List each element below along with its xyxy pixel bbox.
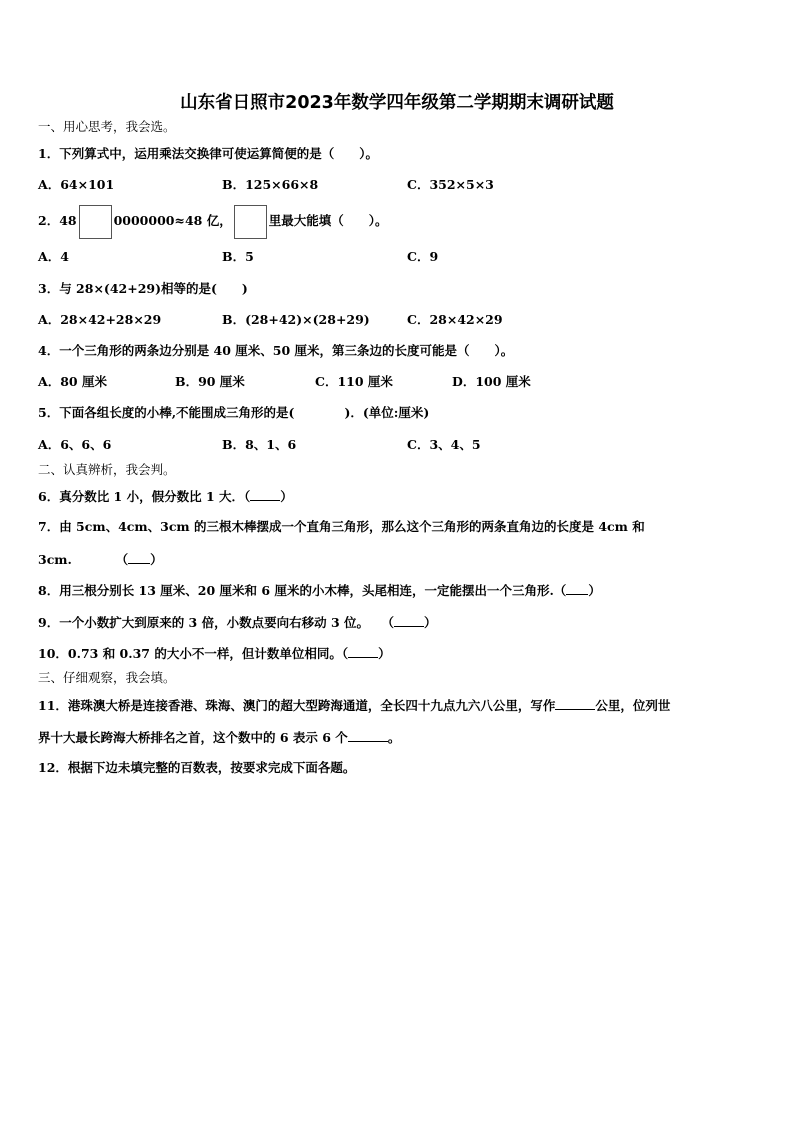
q6-paren: ） xyxy=(280,489,293,504)
q1-option-c: C．352×5×3 xyxy=(407,177,494,192)
question-4: 4．一个三角形的两条边分别是 40 厘米、50 厘米，第三条边的长度可能是（ ）。 xyxy=(38,343,514,358)
q2-text: 0000000≈48 亿， xyxy=(113,213,232,228)
q4-option-d: D．100 厘米 xyxy=(452,374,531,389)
q9-text: 9．一个小数扩大到原来的 3 倍，小数点要向右移动 3 位。 （ xyxy=(38,615,395,630)
q11-text: 界十大最长跨海大桥排名之首，这个数中的 6 表示 6 个 xyxy=(38,730,348,745)
question-11-cont xyxy=(38,729,400,746)
answer-blank[interactable] xyxy=(348,729,388,742)
q11-text: 11．港珠澳大桥是连接香港、珠海、澳门的超大型跨海通道，全长四十九点九六八公里，写作 xyxy=(38,698,556,713)
section-heading: 二、认真辨析，我会判。 xyxy=(38,462,176,477)
q7-text: 3cm. （ xyxy=(38,552,129,567)
question-2 xyxy=(38,204,387,239)
answer-box[interactable] xyxy=(234,205,267,239)
question-7-cont xyxy=(38,551,163,568)
q2-text: 2．48 xyxy=(38,213,77,228)
answer-blank[interactable] xyxy=(555,697,595,710)
q3-option-b: B．(28+42)×(28+29) xyxy=(222,312,370,327)
question-7: 7．由 5cm、4cm、3cm 的三根木棒摆成一个直角三角形，那么这个三角形的两条直角边的长度是 4cm 和 xyxy=(38,519,645,534)
question-11 xyxy=(38,697,670,714)
answer-blank[interactable] xyxy=(128,551,150,564)
question-1: 1．下列算式中，运用乘法交换律可使运算简便的是（ ）。 xyxy=(38,146,378,161)
question-12: 12．根据下边未填完整的百数表，按要求完成下面各题。 xyxy=(38,760,356,775)
question-3: 3．与 28×(42+29)相等的是( ) xyxy=(38,281,248,296)
q5-option-a: A．6、6、6 xyxy=(38,437,112,452)
q11-text: 。 xyxy=(387,730,401,745)
q2-option-a: A．4 xyxy=(38,249,69,264)
answer-blank[interactable] xyxy=(566,582,588,595)
answer-blank[interactable] xyxy=(394,614,424,627)
q1-option-b: B．125×66×8 xyxy=(222,177,319,192)
q5-option-b: B．8、1、6 xyxy=(222,437,297,452)
question-9 xyxy=(38,614,437,631)
question-8 xyxy=(38,582,601,599)
q2-option-b: B．5 xyxy=(222,249,254,264)
page-title: 山东省日照市2023年数学四年级第二学期期末调研试题 xyxy=(180,93,614,113)
answer-blank[interactable] xyxy=(250,488,280,501)
q4-option-b: B．90 厘米 xyxy=(175,374,245,389)
section-heading: 三、仔细观察，我会填。 xyxy=(38,670,176,685)
q2-option-c: C．9 xyxy=(407,249,439,264)
q2-text: 里最大能填（ ）。 xyxy=(268,213,388,228)
q5-option-c: C．3、4、5 xyxy=(407,437,481,452)
question-10 xyxy=(38,645,391,662)
q1-option-a: A．64×101 xyxy=(38,177,115,192)
answer-blank[interactable] xyxy=(348,645,378,658)
answer-box[interactable] xyxy=(79,205,112,239)
q10-paren: ） xyxy=(378,646,391,661)
question-6 xyxy=(38,488,293,505)
q8-paren: ） xyxy=(588,583,601,598)
q9-paren: ） xyxy=(424,615,437,630)
q7-paren: ） xyxy=(150,552,163,567)
section-heading: 一、用心思考，我会选。 xyxy=(38,119,176,134)
q6-text: 6．真分数比 1 小，假分数比 1 大．（ xyxy=(38,489,251,504)
q4-option-c: C．110 厘米 xyxy=(315,374,393,389)
q11-text: 公里，位列世 xyxy=(595,698,671,713)
q3-option-c: C．28×42×29 xyxy=(407,312,503,327)
q10-text: 10．0.73 和 0.37 的大小不一样，但计数单位相同。（ xyxy=(38,646,349,661)
q4-option-a: A．80 厘米 xyxy=(38,374,107,389)
q8-text: 8．用三根分别长 13 厘米、20 厘米和 6 厘米的小木棒，头尾相连，一定能摆出一个三角形.（ xyxy=(38,583,567,598)
q3-option-a: A．28×42+28×29 xyxy=(38,312,162,327)
question-5: 5．下面各组长度的小棒,不能围成三角形的是( )．(单位:厘米) xyxy=(38,405,430,420)
